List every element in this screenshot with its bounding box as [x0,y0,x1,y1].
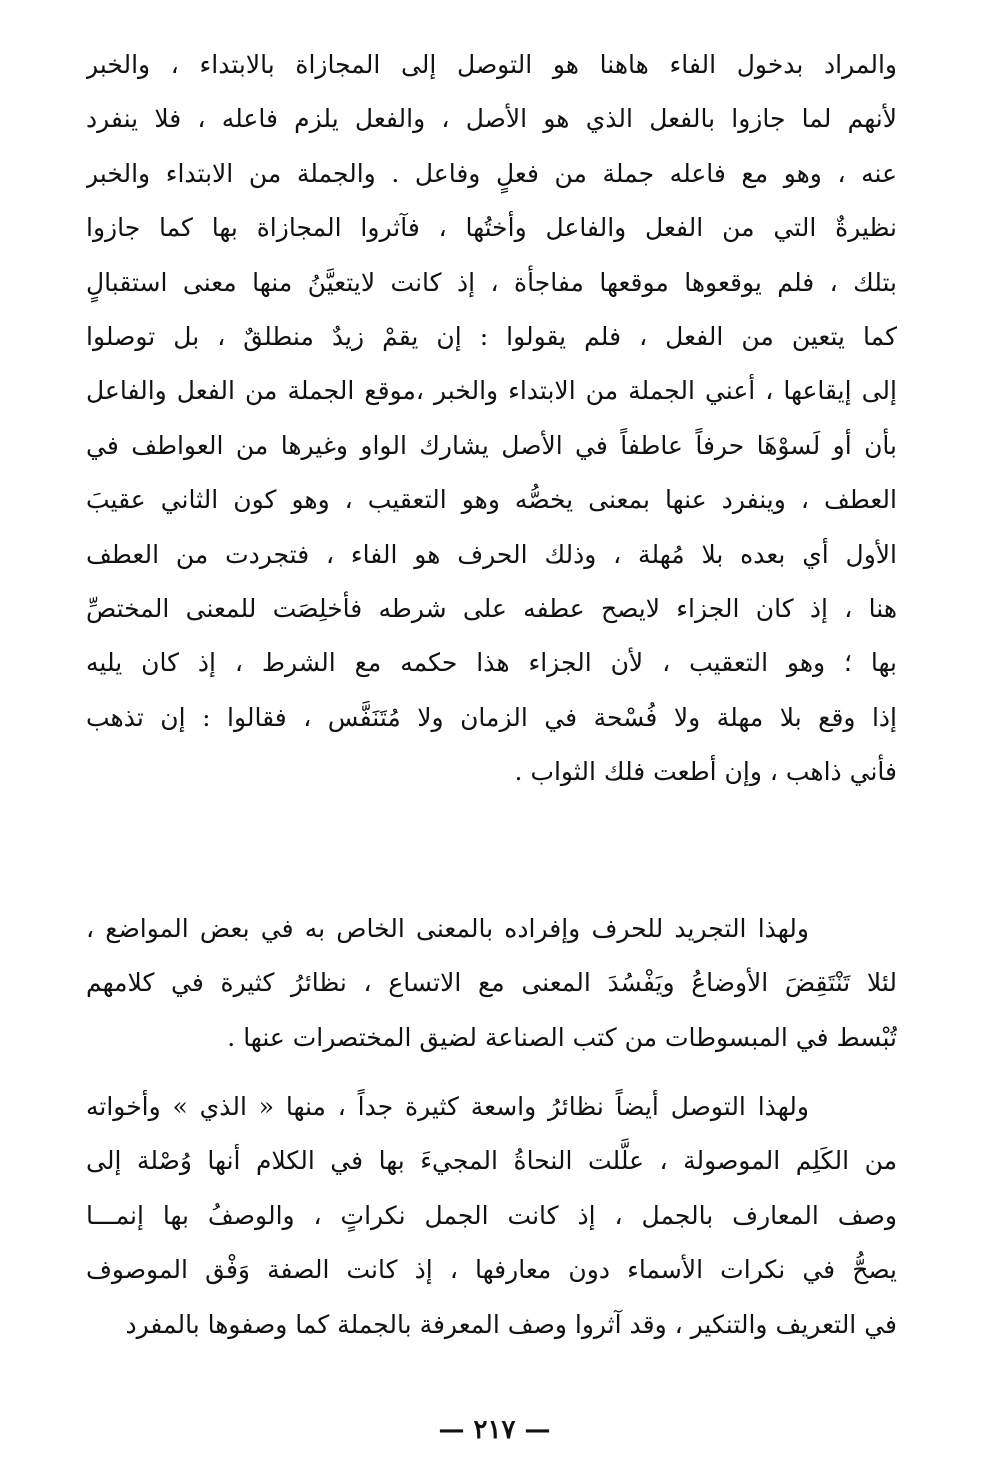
text-line: إلى إيقاعها ، أعني الجملة من الابتداء والخبر ،موقع الجملة من الفعل والفاعل [86,376,897,406]
text-line: لأنهم لما جازوا بالفعل الذي هو الأصل ، والفعل يلزم فاعله ، فلا ينفرد [86,104,897,134]
text-line: في التعريف والتنكير ، وقد آثروا وصف المعرفة بالجملة كما وصفوها بالمفرد [125,1309,897,1339]
text-line: نظيرةٌ التي من الفعل والفاعل وأختُها ، فآثروا المجازاة بها كما جازوا [86,213,897,243]
text-line: لئلا تَنْتَقِضَ الأوضاعُ ويَفْسُدَ المعنى مع الاتساع ، نظائرُ كثيرة في كلامهم [86,968,897,998]
text-line: عنه ، وهو مع فاعله جملة من فعلٍ وفاعل . والجملة من الابتداء والخبر [86,158,897,188]
text-line: والمراد بدخول الفاء هاهنا هو التوصل إلى المجازاة بالابتداء ، والخبر [86,50,897,79]
text-line: بها ؛ وهو التعقيب ، لأن الجزاء هذا حكمه مع الشرط ، إذ كان يليه [86,648,897,678]
text-line: بأن أو لَسوْهَا حرفاً عاطفاً في الأصل يشارك الواو وغيرها من العواطف في [86,430,897,460]
text-line: كما يتعين من الفعل ، فلم يقولوا : إن يقمْ زيدٌ منطلقٌ ، بل توصلوا [86,322,897,351]
text-line: من الكَلِم الموصولة ، علَّلت النحاةُ المجيءَ بها في الكلام أنها وُصْلة إلى [86,1146,897,1176]
text-line: هنا ، إذ كان الجزاء لايصح عطفه على شرطه فأخلِصَت للمعنى المختصِّ [86,594,897,623]
page-number: — ٢١٧ — [438,1415,551,1445]
text-line: بتلك ، فلم يوقعوها موقعها مفاجأة ، إذ كانت لايتعيَّنُ منها معنى استقبالٍ [86,267,897,297]
text-line: ولهذا التجريد للحرف وإفراده بالمعنى الخاص به في بعض المواضع ، [86,914,809,943]
text-line: فأني ذاهب ، وإن أطعت فلك الثواب . [514,757,897,787]
text-line: ولهذا التوصل أيضاً نظائرُ واسعة كثيرة جداً ، منها « الذي » وأخواته [86,1092,809,1121]
text-line: وصف المعارف بالجمل ، إذ كانت الجمل نكراتٍ ، والوصفُ بها إنمـــا [86,1200,897,1230]
text-line: العطف ، وينفرد عنها بمعنى يخصُّه وهو التعقيب ، وهو كون الثاني عقيبَ [86,485,897,515]
text-line: الأول أي بعده بلا مُهلة ، وذلك الحرف هو الفاء ، فتجردت من العطف [86,539,897,569]
text-line: تُبْسط في المبسوطات من كتب الصناعة لضيق المختصرات عنها . [227,1022,897,1052]
text-line: إذا وقع بلا مهلة ولا فُسْحة في الزمان ولا مُتَنَفَّس ، فقالوا : إن تذهب [86,702,897,732]
text-line: يصحُّ في نكرات الأسماء دون معارفها ، إذ كانت الصفة وَفْق الموصوف [86,1255,897,1285]
